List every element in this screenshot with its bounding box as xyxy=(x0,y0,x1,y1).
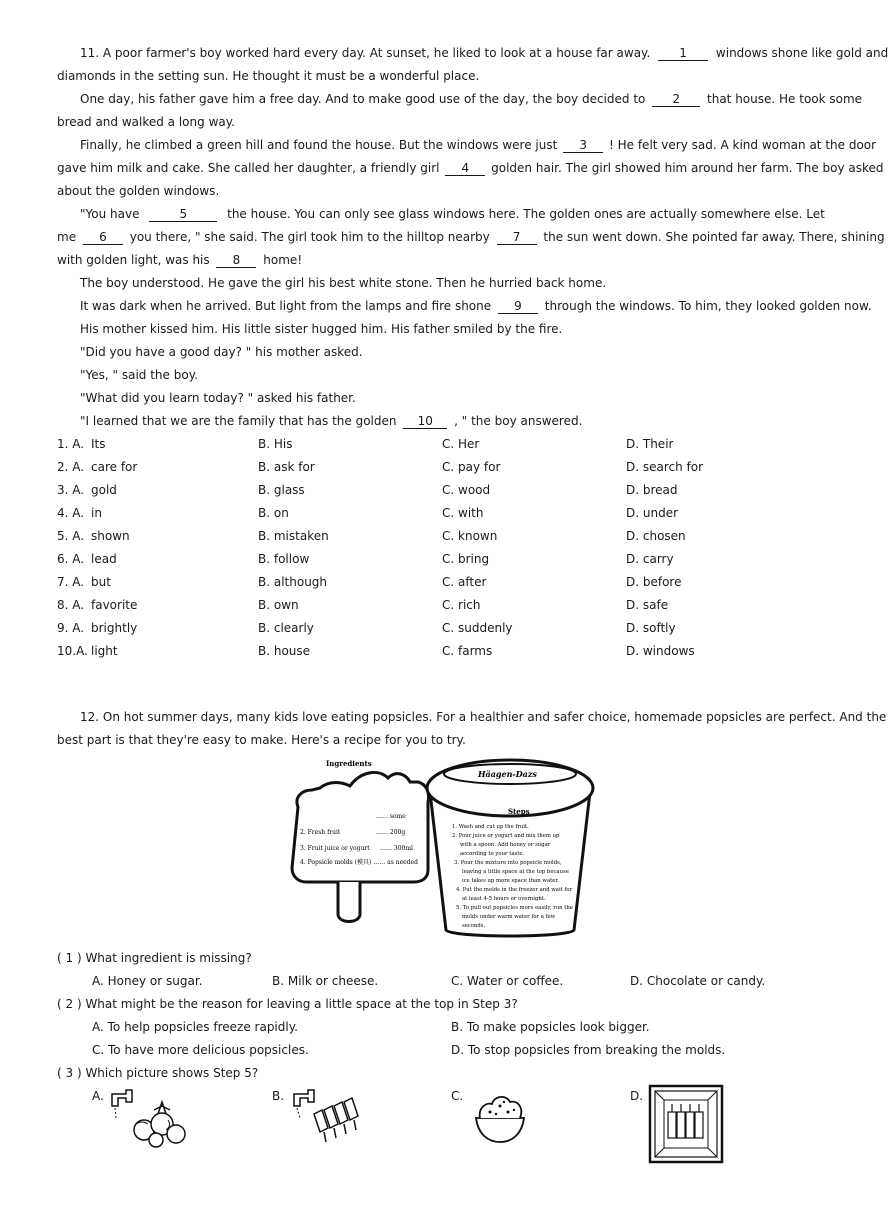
recipe-figure xyxy=(280,752,610,947)
step-3b: leaving a little space at the top because xyxy=(462,869,569,875)
tap-icon xyxy=(112,1090,132,1106)
step-5a: 5. To pull out popsicles more easily, run the xyxy=(456,905,573,911)
option-a[interactable]: favorite xyxy=(91,598,138,612)
step-2c: according to your taste. xyxy=(460,851,525,857)
popsicle-molds-icon xyxy=(314,1098,358,1142)
step-2a: 2. Pour juice or yogurt and mix them up xyxy=(452,833,560,839)
q12-sub1-option-d[interactable]: D. Chocolate or candy. xyxy=(630,974,766,988)
ingredient-2: 2. Fresh fruit xyxy=(300,829,341,836)
q11-line-3 xyxy=(80,91,862,107)
q11-line-4: bread and walked a long way. xyxy=(57,115,235,129)
option-a[interactable]: in xyxy=(91,506,102,520)
option-d[interactable]: D. chosen xyxy=(626,529,686,543)
option-d[interactable]: D. carry xyxy=(626,552,674,566)
popsicle-stick xyxy=(338,882,360,922)
step-4a: 4. Put the molds in the freezer and wait for xyxy=(456,887,573,893)
ingredient-2-amount: …… 200g xyxy=(376,829,406,836)
q12-sub3-option-d[interactable]: D. xyxy=(630,1089,644,1103)
option-c[interactable]: C. with xyxy=(442,506,484,520)
q12-intro-1: 12. On hot summer days, many kids love eating popsicles. For a healthier and safer choice, homemade popsicles are perfect. And the xyxy=(80,710,887,724)
option-a[interactable]: shown xyxy=(91,529,130,543)
option-d[interactable]: D. safe xyxy=(626,598,669,612)
q11-text: through the windows. To him, they looked golden now. xyxy=(544,299,872,313)
option-number: 9. A. xyxy=(57,621,85,635)
q11-line-5 xyxy=(80,137,876,153)
option-c[interactable]: C. pay for xyxy=(442,460,501,474)
option-number: 7. A. xyxy=(57,575,85,589)
q11-line-12 xyxy=(80,298,872,314)
q11-line-16: "What did you learn today? " asked his father. xyxy=(80,391,356,405)
option-b[interactable]: B. ask for xyxy=(258,460,315,474)
q12-sub2-option-b[interactable]: B. To make popsicles look bigger. xyxy=(451,1020,650,1034)
blank-2: 2 xyxy=(652,92,700,107)
q11-text: One day, his father gave him a free day. And to make good use of the day, the boy decided to xyxy=(80,92,646,106)
ingredient-1: …… some xyxy=(376,813,406,820)
q11-text: 11. A poor farmer's boy worked hard every day. At sunset, he liked to look at a house far away. xyxy=(80,46,651,60)
q11-line-15: "Yes, " said the boy. xyxy=(80,368,198,382)
q12-sub1-option-a[interactable]: A. Honey or sugar. xyxy=(92,974,203,988)
q12-sub3-label: ( 3 ) Which picture shows Step 5? xyxy=(57,1066,259,1080)
blank-1: 1 xyxy=(658,46,708,61)
q11-line-9 xyxy=(57,229,885,245)
blank-3: 3 xyxy=(563,138,603,153)
molds-under-tap-picture xyxy=(288,1084,372,1148)
ingredients-title: Ingredients xyxy=(326,759,372,768)
tap-icon xyxy=(294,1090,314,1106)
q11-text: that house. He took some xyxy=(707,92,863,106)
option-number: 4. A. xyxy=(57,506,85,520)
q11-text: me xyxy=(57,230,77,244)
option-a[interactable]: light xyxy=(91,644,118,658)
q11-text: "I learned that we are the family that has the golden xyxy=(80,414,397,428)
q12-sub1-option-c[interactable]: C. Water or coffee. xyxy=(451,974,564,988)
q11-line-14: "Did you have a good day? " his mother asked. xyxy=(80,345,363,359)
blank-4: 4 xyxy=(445,161,485,176)
option-b[interactable]: B. on xyxy=(258,506,289,520)
option-number: 6. A. xyxy=(57,552,85,566)
q12-sub1-option-b[interactable]: B. Milk or cheese. xyxy=(272,974,379,988)
option-d[interactable]: D. bread xyxy=(626,483,678,497)
tub-brand: Häagen-Dazs xyxy=(478,769,537,779)
option-d[interactable]: D. under xyxy=(626,506,679,520)
blank-9: 9 xyxy=(498,299,538,314)
step-1: 1. Wash and cut up the fruit. xyxy=(452,824,529,830)
step-2b: with a spoon. Add honey or sugar xyxy=(460,842,551,848)
option-number: 8. A. xyxy=(57,598,85,612)
blank-6: 6 xyxy=(83,230,123,245)
option-number: 5. A. xyxy=(57,529,85,543)
q11-text: "You have xyxy=(80,207,140,221)
option-b[interactable]: B. mistaken xyxy=(258,529,329,543)
option-c[interactable]: C. wood xyxy=(442,483,491,497)
option-c[interactable]: C. bring xyxy=(442,552,490,566)
option-b[interactable]: B. clearly xyxy=(258,621,314,635)
q11-text: gave him milk and cake. She called her daughter, a friendly girl xyxy=(57,161,440,175)
q12-sub2-label: ( 2 ) What might be the reason for leaving a little space at the top in Step 3? xyxy=(57,997,518,1011)
q11-text: you there, " she said. The girl took him to the hilltop nearby xyxy=(129,230,490,244)
fruit-under-tap-picture xyxy=(106,1084,196,1148)
option-a[interactable]: lead xyxy=(91,552,117,566)
q12-sub1-label: ( 1 ) What ingredient is missing? xyxy=(57,951,252,965)
q12-sub3-option-b[interactable]: B. xyxy=(272,1089,285,1103)
option-b[interactable]: B. house xyxy=(258,644,311,658)
q12-sub3-option-c[interactable]: C. xyxy=(451,1089,464,1103)
q11-line-10 xyxy=(57,252,302,268)
q11-line-6 xyxy=(57,160,884,176)
step-3a: 3. Pour the mixture into popsicle molds, xyxy=(454,860,562,866)
option-b[interactable]: B. own xyxy=(258,598,299,612)
q11-line-7: about the golden windows. xyxy=(57,184,220,198)
q11-text: It was dark when he arrived. But light from the lamps and fire shone xyxy=(80,299,492,313)
q11-line-2: diamonds in the setting sun. He thought it must be a wonderful place. xyxy=(57,69,480,83)
option-a[interactable]: Its xyxy=(91,437,106,451)
option-number: 3. A. xyxy=(57,483,85,497)
freezer-picture xyxy=(646,1082,726,1166)
blank-5: 5 xyxy=(149,207,217,222)
q12-sub2-option-a[interactable]: A. To help popsicles freeze rapidly. xyxy=(92,1020,298,1034)
ingredient-4: 4. Popsicle molds (模具) …… as needed xyxy=(300,859,418,866)
option-d[interactable]: D. softly xyxy=(626,621,676,635)
option-number: 2. A. xyxy=(57,460,85,474)
option-c[interactable]: C. Her xyxy=(442,437,480,451)
q11-text: the sun went down. She pointed far away. There, shining xyxy=(543,230,885,244)
step-3c: ice takes up more space than water. xyxy=(462,878,559,884)
option-b[interactable]: B. His xyxy=(258,437,293,451)
option-c[interactable]: C. farms xyxy=(442,644,493,658)
option-number: 1. A. xyxy=(57,437,85,451)
option-a[interactable]: care for xyxy=(91,460,138,474)
q11-text: home! xyxy=(263,253,303,267)
q11-text: with golden light, was his xyxy=(57,253,210,267)
blank-7: 7 xyxy=(497,230,537,245)
q12-sub2-option-c[interactable]: C. To have more delicious popsicles. xyxy=(92,1043,309,1057)
option-a[interactable]: but xyxy=(91,575,111,589)
option-d[interactable]: D. search for xyxy=(626,460,704,474)
option-b[interactable]: B. follow xyxy=(258,552,310,566)
q12-sub3-option-a[interactable]: A. xyxy=(92,1089,104,1103)
steps-title: Steps xyxy=(508,807,530,816)
q11-text: the house. You can only see glass windows here. The golden ones are actually somewhere else. Let xyxy=(227,207,825,221)
q11-line-17 xyxy=(80,413,582,429)
option-d[interactable]: D. windows xyxy=(626,644,695,658)
q11-line-8 xyxy=(80,206,825,222)
ingredient-3: 3. Fruit juice or yogurt xyxy=(300,845,370,852)
option-c[interactable]: C. known xyxy=(442,529,498,543)
q11-line-1 xyxy=(80,45,888,61)
step-4b: at least 4-5 hours or overnight. xyxy=(462,896,546,902)
option-c[interactable]: C. after xyxy=(442,575,487,589)
option-a[interactable]: gold xyxy=(91,483,117,497)
option-a[interactable]: brightly xyxy=(91,621,138,635)
option-c[interactable]: C. suddenly xyxy=(442,621,513,635)
bowl-icon xyxy=(476,1118,524,1142)
q11-text: golden hair. The girl showed him around her farm. The boy asked xyxy=(491,161,884,175)
q11-line-13: His mother kissed him. His little sister hugged him. His father smiled by the fire. xyxy=(80,322,563,336)
blank-8: 8 xyxy=(216,253,256,268)
q11-text: windows shone like gold and xyxy=(715,46,888,60)
q11-text: Finally, he climbed a green hill and found the house. But the windows were just xyxy=(80,138,558,152)
option-c[interactable]: C. rich xyxy=(442,598,481,612)
q12-intro-2: best part is that they're easy to make. Here's a recipe for you to try. xyxy=(57,733,466,747)
option-d[interactable]: D. before xyxy=(626,575,682,589)
option-d[interactable]: D. Their xyxy=(626,437,674,451)
q11-line-11: The boy understood. He gave the girl his best white stone. Then he hurried back home. xyxy=(80,276,607,290)
option-number: 10.A. xyxy=(57,644,88,658)
blank-10: 10 xyxy=(403,414,447,429)
option-b[interactable]: B. glass xyxy=(258,483,305,497)
q11-text: ! He felt very sad. A kind woman at the door xyxy=(608,138,877,152)
step-5b: molds under warm water for a few xyxy=(462,914,556,920)
mixture-bowl-picture xyxy=(470,1088,530,1146)
ingredient-3-amount: …… 300ml xyxy=(380,845,413,852)
q11-text: , " the boy answered. xyxy=(454,414,583,428)
q12-sub2-option-d[interactable]: D. To stop popsicles from breaking the molds. xyxy=(451,1043,726,1057)
option-b[interactable]: B. although xyxy=(258,575,328,589)
step-5c: seconds. xyxy=(462,923,486,929)
